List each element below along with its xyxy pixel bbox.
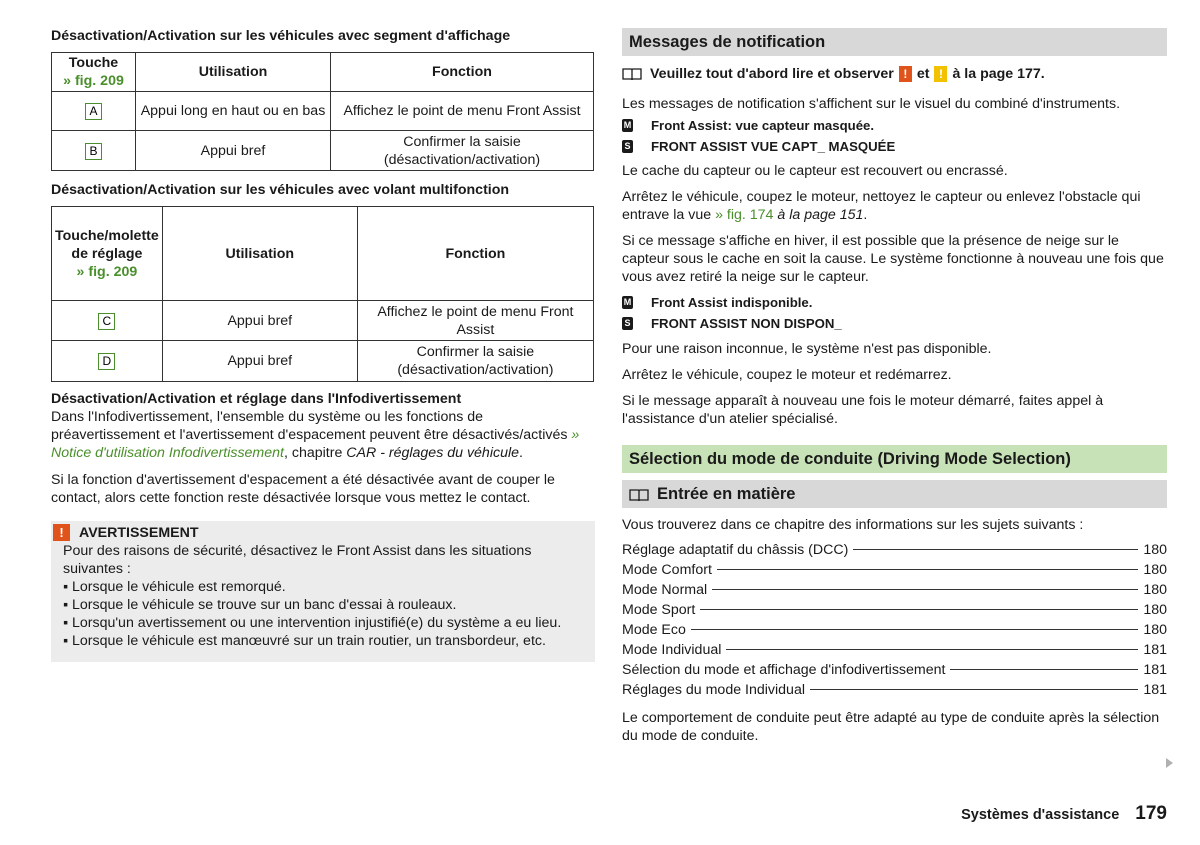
infodiv-text	[51, 408, 595, 462]
book-icon	[629, 487, 649, 501]
cell-func: Confirmer la saisie (désactivation/activation)	[331, 131, 594, 171]
toc-label: Sélection du mode et affichage d'infodivertissement	[622, 662, 946, 678]
toc-label: Mode Comfort	[622, 562, 712, 578]
message-text: FRONT ASSIST NON DISPON_	[651, 315, 842, 331]
notif-p2	[622, 188, 1167, 224]
toc-item[interactable]	[622, 621, 1167, 641]
infodiv-title: Désactivation/Activation et réglage dans l'Infodivertissement	[51, 391, 462, 407]
notif-p4: Pour une raison inconnue, le système n'est pas disponible.	[622, 341, 992, 357]
toc-item[interactable]	[622, 601, 1167, 621]
infodiv-text-3: .	[519, 445, 523, 461]
notif-p1: Le cache du capteur ou le capteur est recouvert ou encrassé.	[622, 163, 1008, 179]
page-number: 179	[1135, 803, 1167, 824]
toc-page: 180	[1143, 602, 1167, 618]
header-fonction: Fonction	[331, 53, 594, 92]
message-text: FRONT ASSIST VUE CAPT_ MASQUÉE	[651, 138, 896, 154]
key-a-icon: A	[85, 103, 102, 120]
infodiv-text-2: , chapitre	[283, 445, 343, 461]
warning-item: ▪ Lorsque le véhicule est manœuvré sur un train routier, un transbordeur, etc.	[63, 633, 546, 649]
warning-item: ▪ Lorsque le véhicule se trouve sur un banc d'essai à rouleaux.	[63, 597, 457, 613]
cell-use: Appui long en haut ou en bas	[136, 92, 331, 131]
table2-title: Désactivation/Activation sur les véhicules avec volant multifonction	[51, 182, 510, 198]
cell-func: Confirmer la saisie (désactivation/activation)	[357, 341, 593, 382]
notif-p2-text: Arrêtez le véhicule, coupez le moteur, nettoyez le capteur ou enlevez l'obstacle qui entrave la vue	[622, 189, 1141, 223]
toc-page: 181	[1143, 642, 1167, 658]
cell-use: Appui bref	[136, 131, 331, 171]
message-text: Front Assist: vue capteur masquée.	[651, 117, 875, 133]
toc-label: Mode Sport	[622, 602, 696, 618]
table-segment-display	[51, 52, 594, 171]
message-m-2	[622, 292, 1167, 313]
fig-link[interactable]: » fig. 209	[76, 263, 138, 280]
left-column	[51, 27, 595, 662]
spacing-warning-paragraph: Si la fonction d'avertissement d'espacement a été désactivée avant de couper le contact, alors cette fonction reste désactivée lorsque vous mettez le contact.	[51, 472, 555, 506]
table-row	[52, 341, 594, 382]
key-b-icon: B	[85, 143, 102, 160]
message-s-2	[622, 313, 1167, 334]
driving-intro: Vous trouverez dans ce chapitre des informations sur les sujets suivants :	[622, 517, 1084, 533]
infodiv-chapter: CAR - réglages du véhicule	[346, 445, 519, 461]
warning-intro: Pour des raisons de sécurité, désactivez le Front Assist dans les situations suivantes :	[63, 543, 532, 577]
toc-leader	[726, 649, 1138, 650]
warning-header	[51, 523, 583, 542]
read-first-text: Veuillez tout d'abord lire et observer	[650, 66, 894, 82]
toc-leader	[691, 629, 1138, 630]
driving-mode-heading: Sélection du mode de conduite (Driving Mode Selection)	[622, 445, 1167, 473]
header-touche-label: Touche/molette de réglage	[55, 227, 159, 262]
warning-item: ▪ Lorsque le véhicule est remorqué.	[63, 579, 286, 595]
message-m-1	[622, 115, 1167, 136]
m-icon: M	[623, 297, 632, 307]
cell-use: Appui bref	[162, 301, 357, 341]
header-touche	[52, 53, 136, 92]
header-fonction: Fonction	[357, 207, 593, 301]
toc-page: 180	[1143, 622, 1167, 638]
warning-box	[51, 521, 595, 662]
next-page-arrow-icon	[1166, 758, 1173, 768]
notification-heading: Messages de notification	[622, 28, 1167, 56]
toc-leader	[810, 689, 1138, 690]
toc-page: 180	[1143, 562, 1167, 578]
notif-p6: Si le message apparaît à nouveau une fois le moteur démarré, faites appel à l'assistance d'un atelier spécialisé.	[622, 393, 1104, 427]
driving-outro: Le comportement de conduite peut être adapté au type de conduite après la sélection du mode de conduite.	[622, 710, 1160, 744]
read-first-and: et	[916, 66, 930, 82]
toc-label: Réglage adaptatif du châssis (DCC)	[622, 542, 849, 558]
cell-func: Affichez le point de menu Front Assist	[357, 301, 593, 341]
toc-item[interactable]	[622, 561, 1167, 581]
message-s-1	[622, 136, 1167, 157]
fig-link[interactable]: » fig. 209	[63, 73, 124, 89]
warning-title: AVERTISSEMENT	[79, 524, 199, 541]
right-column	[622, 28, 1167, 745]
fig-174-link[interactable]: » fig. 174	[715, 207, 774, 223]
table-row	[52, 92, 594, 131]
toc-leader	[950, 669, 1138, 670]
toc-label: Mode Individual	[622, 642, 722, 658]
notif-intro: Les messages de notification s'affichent sur le visuel du combiné d'instruments.	[622, 96, 1121, 112]
notif-p2-end: .	[863, 207, 868, 223]
notice-icon: !	[934, 66, 947, 82]
key-d-icon: D	[98, 353, 115, 370]
toc-label: Réglages du mode Individual	[622, 682, 805, 698]
warning-icon: !	[53, 524, 70, 541]
table-row	[52, 131, 594, 171]
intro-subheading	[622, 480, 1167, 508]
read-first-page: à la page 177.	[952, 66, 1045, 82]
toc-item[interactable]	[622, 641, 1167, 661]
table-multifunction-wheel	[51, 206, 594, 382]
page-footer	[961, 805, 1167, 824]
toc-label: Mode Normal	[622, 582, 708, 598]
s-icon: S	[622, 317, 633, 330]
warning-item: ▪ Lorsqu'un avertissement ou une intervention injustifié(e) du système a eu lieu.	[63, 615, 562, 631]
header-touche-label: Touche	[68, 55, 119, 71]
s-icon: S	[622, 140, 633, 153]
toc-item[interactable]	[622, 681, 1167, 701]
table-row	[52, 301, 594, 341]
notif-p3: Si ce message s'affiche en hiver, il est possible que la présence de neige sur le capteur sous le cache en soit la cause. Le système fonctionne à nouveau une fois que vous avez retiré la neige sur le capteur.	[622, 233, 1164, 285]
toc-list	[622, 541, 1167, 701]
header-touche	[52, 207, 163, 301]
toc-leader	[712, 589, 1138, 590]
toc-item[interactable]	[622, 661, 1167, 681]
cell-use: Appui bref	[162, 341, 357, 382]
table1-title: Désactivation/Activation sur les véhicules avec segment d'affichage	[51, 28, 511, 44]
message-text: Front Assist indisponible.	[651, 294, 813, 310]
toc-label: Mode Eco	[622, 622, 686, 638]
infodiv-section	[51, 390, 595, 462]
header-utilisation: Utilisation	[162, 207, 357, 301]
footer-section: Systèmes d'assistance	[961, 807, 1120, 823]
notif-p5: Arrêtez le véhicule, coupez le moteur et redémarrez.	[622, 367, 952, 383]
m-icon: M	[623, 120, 632, 130]
toc-item[interactable]	[622, 581, 1167, 601]
book-icon	[622, 67, 642, 81]
infodiv-manual-link[interactable]: » Notice d'utilisation Infodivertissement	[51, 427, 580, 461]
warning-icon: !	[899, 66, 912, 82]
key-c-icon: C	[98, 313, 115, 330]
cell-func: Affichez le point de menu Front Assist	[331, 92, 594, 131]
page-ref: à la page 151	[777, 207, 864, 223]
toc-page: 181	[1143, 682, 1167, 698]
toc-leader	[853, 549, 1138, 550]
intro-subheading-label: Entrée en matière	[657, 485, 796, 503]
header-utilisation: Utilisation	[136, 53, 331, 92]
toc-page: 180	[1143, 542, 1167, 558]
read-first-line	[622, 65, 1167, 83]
infodiv-text-1: Dans l'Infodivertissement, l'ensemble du système ou les fonctions de préavertissement et l'avertissement d'espacement peuvent être désactivés/activés	[51, 409, 568, 443]
toc-page: 180	[1143, 582, 1167, 598]
toc-page: 181	[1143, 662, 1167, 678]
toc-leader	[700, 609, 1138, 610]
toc-leader	[717, 569, 1138, 570]
toc-item[interactable]	[622, 541, 1167, 561]
